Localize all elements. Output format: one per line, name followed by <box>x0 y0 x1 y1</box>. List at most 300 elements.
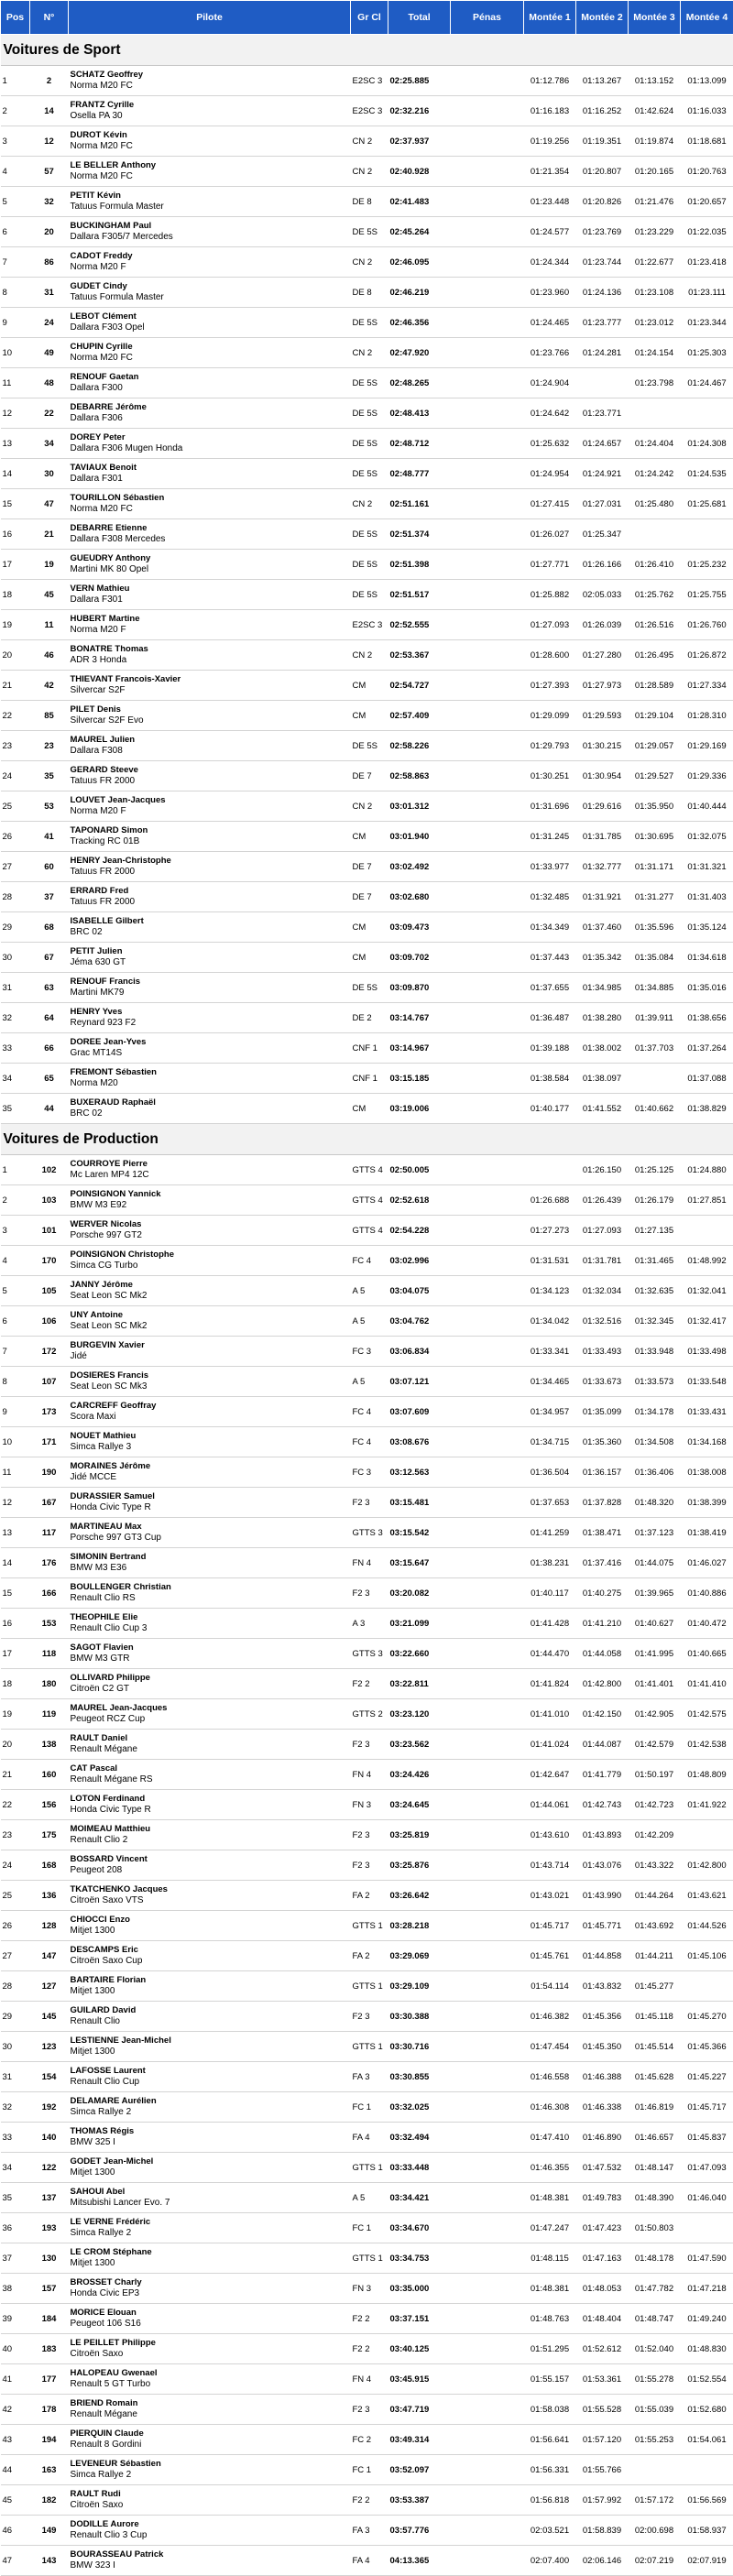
cell-total: 02:51.398 <box>388 550 451 580</box>
cell-montee-1: 01:30.251 <box>524 761 576 791</box>
cell-montee-2: 01:45.350 <box>576 2032 629 2062</box>
cell-pilote <box>69 1609 351 1639</box>
cell-total: 03:08.676 <box>388 1427 451 1457</box>
cell-pos: 25 <box>1 791 30 822</box>
table-row <box>1 2274 733 2304</box>
cell-num: 149 <box>30 2516 69 2546</box>
cell-penas <box>451 1367 524 1397</box>
cell-penas <box>451 1911 524 1941</box>
cell-total: 02:54.727 <box>388 671 451 701</box>
cell-montee-1: 01:43.610 <box>524 1820 576 1850</box>
cell-montee-2: 01:27.093 <box>576 1216 629 1246</box>
cell-pilote <box>69 1760 351 1790</box>
cell-group-class: FC 1 <box>351 2213 388 2243</box>
table-row <box>1 1306 733 1337</box>
cell-num: 175 <box>30 1820 69 1850</box>
car-model: Mc Laren MP4 12C <box>71 1170 349 1181</box>
cell-total: 02:48.265 <box>388 368 451 398</box>
cell-group-class: CN 2 <box>351 489 388 519</box>
cell-montee-1: 01:40.117 <box>524 1578 576 1609</box>
cell-montee-3: 01:23.229 <box>629 217 681 247</box>
cell-montee-3: 01:45.628 <box>629 2062 681 2092</box>
cell-montee-2: 01:43.893 <box>576 1820 629 1850</box>
cell-group-class: DE 7 <box>351 852 388 882</box>
cell-montee-3: 02:07.219 <box>629 2546 681 2576</box>
cell-pos: 3 <box>1 1216 30 1246</box>
table-row <box>1 610 733 640</box>
table-row <box>1 671 733 701</box>
table-row <box>1 2546 733 2576</box>
cell-num: 156 <box>30 1790 69 1820</box>
cell-montee-3: 01:40.627 <box>629 1609 681 1639</box>
driver-name: PIERQUIN Claude <box>71 2429 349 2440</box>
cell-montee-4: 01:42.575 <box>681 1699 733 1730</box>
cell-pilote <box>69 1185 351 1216</box>
cell-montee-3: 01:19.874 <box>629 126 681 157</box>
cell-montee-3: 01:27.135 <box>629 1216 681 1246</box>
cell-montee-4 <box>681 2213 733 2243</box>
cell-group-class: DE 2 <box>351 1003 388 1033</box>
header-total: Total <box>388 1 451 35</box>
cell-montee-4: 01:23.111 <box>681 278 733 308</box>
cell-total: 03:33.448 <box>388 2153 451 2183</box>
cell-penas <box>451 1488 524 1518</box>
cell-penas <box>451 1639 524 1669</box>
cell-total: 03:21.099 <box>388 1609 451 1639</box>
cell-montee-4: 01:47.590 <box>681 2243 733 2274</box>
table-row <box>1 2485 733 2516</box>
cell-total: 02:57.409 <box>388 701 451 731</box>
driver-name: SIMONIN Bertrand <box>71 1552 349 1563</box>
cell-pos: 20 <box>1 1730 30 1760</box>
driver-name: BRIEND Romain <box>71 2398 349 2409</box>
cell-montee-2: 01:48.404 <box>576 2304 629 2334</box>
cell-montee-3: 01:44.211 <box>629 1941 681 1971</box>
cell-group-class: FC 3 <box>351 1337 388 1367</box>
cell-montee-1: 01:51.295 <box>524 2334 576 2364</box>
cell-num: 183 <box>30 2334 69 2364</box>
cell-pilote <box>69 459 351 489</box>
cell-group-class: F2 2 <box>351 2304 388 2334</box>
cell-group-class: GTTS 4 <box>351 1216 388 1246</box>
section-title: Voitures de Sport <box>1 35 733 66</box>
driver-name: CARCREFF Geoffray <box>71 1401 349 1412</box>
driver-name: HENRY Jean-Christophe <box>71 856 349 867</box>
driver-name: BOSSARD Vincent <box>71 1854 349 1865</box>
cell-montee-1: 01:44.061 <box>524 1790 576 1820</box>
cell-pilote <box>69 2334 351 2364</box>
cell-montee-4: 01:45.227 <box>681 2062 733 2092</box>
cell-total: 03:26.642 <box>388 1881 451 1911</box>
cell-penas <box>451 2364 524 2395</box>
driver-name: PETIT Julien <box>71 946 349 957</box>
cell-pos: 24 <box>1 761 30 791</box>
cell-pilote <box>69 671 351 701</box>
cell-montee-2: 01:44.058 <box>576 1639 629 1669</box>
cell-montee-3: 01:42.723 <box>629 1790 681 1820</box>
cell-montee-3: 01:55.278 <box>629 2364 681 2395</box>
cell-montee-3: 01:37.123 <box>629 1518 681 1548</box>
cell-montee-2: 01:37.416 <box>576 1548 629 1578</box>
cell-montee-2 <box>576 368 629 398</box>
cell-group-class: FN 4 <box>351 1760 388 1790</box>
cell-pos: 6 <box>1 217 30 247</box>
cell-num: 143 <box>30 2546 69 2576</box>
table-row <box>1 822 733 852</box>
cell-montee-4: 01:38.399 <box>681 1488 733 1518</box>
cell-montee-4: 01:25.755 <box>681 580 733 610</box>
table-row <box>1 2304 733 2334</box>
driver-name: BROSSET Charly <box>71 2277 349 2288</box>
cell-penas <box>451 247 524 278</box>
car-model: Dallara F305/7 Mercedes <box>71 232 349 243</box>
cell-total: 02:53.367 <box>388 640 451 671</box>
car-model: Peugeot RCZ Cup <box>71 1714 349 1725</box>
cell-penas <box>451 308 524 338</box>
table-row <box>1 1033 733 1064</box>
cell-pilote <box>69 2364 351 2395</box>
cell-montee-1: 01:21.354 <box>524 157 576 187</box>
cell-pilote <box>69 1094 351 1124</box>
cell-pilote <box>69 2425 351 2455</box>
driver-name: GUDET Cindy <box>71 281 349 292</box>
cell-penas <box>451 2092 524 2123</box>
car-model: Jidé <box>71 1351 349 1362</box>
header-num: N° <box>30 1 69 35</box>
cell-montee-1: 01:26.027 <box>524 519 576 550</box>
header-pos: Pos <box>1 1 30 35</box>
cell-penas <box>451 1003 524 1033</box>
section-header <box>1 1124 733 1155</box>
driver-name: THEOPHILE Elie <box>71 1612 349 1623</box>
cell-pilote <box>69 2304 351 2334</box>
cell-montee-2: 01:47.163 <box>576 2243 629 2274</box>
cell-montee-4: 01:26.760 <box>681 610 733 640</box>
driver-name: BUXERAUD Raphaël <box>71 1097 349 1108</box>
cell-pilote <box>69 1850 351 1881</box>
cell-pos: 27 <box>1 1941 30 1971</box>
cell-group-class: GTTS 4 <box>351 1185 388 1216</box>
cell-num: 101 <box>30 1216 69 1246</box>
cell-total: 02:54.228 <box>388 1216 451 1246</box>
cell-montee-2: 01:34.985 <box>576 973 629 1003</box>
cell-total: 03:28.218 <box>388 1911 451 1941</box>
car-model: Martini MK79 <box>71 988 349 999</box>
section-header <box>1 35 733 66</box>
cell-group-class: CN 2 <box>351 157 388 187</box>
cell-group-class: FA 3 <box>351 2062 388 2092</box>
cell-total: 04:13.365 <box>388 2546 451 2576</box>
cell-num: 118 <box>30 1639 69 1669</box>
driver-name: THOMAS Régis <box>71 2126 349 2137</box>
cell-pos: 24 <box>1 1850 30 1881</box>
cell-penas <box>451 1246 524 1276</box>
car-model: Renault Mégane <box>71 1744 349 1755</box>
cell-penas <box>451 2425 524 2455</box>
cell-montee-4: 01:24.467 <box>681 368 733 398</box>
cell-num: 182 <box>30 2485 69 2516</box>
cell-pilote <box>69 1003 351 1033</box>
cell-group-class: CM <box>351 912 388 943</box>
cell-montee-3: 01:42.905 <box>629 1699 681 1730</box>
cell-total: 02:51.374 <box>388 519 451 550</box>
cell-montee-3: 01:37.703 <box>629 1033 681 1064</box>
cell-montee-2: 01:48.053 <box>576 2274 629 2304</box>
cell-montee-4: 01:38.419 <box>681 1518 733 1548</box>
cell-pos: 14 <box>1 459 30 489</box>
cell-group-class: F2 3 <box>351 2002 388 2032</box>
cell-penas <box>451 822 524 852</box>
cell-num: 123 <box>30 2032 69 2062</box>
cell-penas <box>451 2153 524 2183</box>
cell-num: 85 <box>30 701 69 731</box>
cell-montee-2: 01:38.471 <box>576 1518 629 1548</box>
car-model: Simca CG Turbo <box>71 1261 349 1272</box>
driver-name: GERARD Steeve <box>71 765 349 776</box>
cell-pos: 10 <box>1 338 30 368</box>
cell-montee-1: 01:27.093 <box>524 610 576 640</box>
cell-pos: 28 <box>1 1971 30 2002</box>
cell-montee-2: 01:55.766 <box>576 2455 629 2485</box>
cell-pilote <box>69 1578 351 1609</box>
cell-montee-2: 01:35.360 <box>576 1427 629 1457</box>
cell-montee-2: 01:46.388 <box>576 2062 629 2092</box>
cell-pilote <box>69 1669 351 1699</box>
driver-name: BURGEVIN Xavier <box>71 1340 349 1351</box>
car-model: Renault Mégane RS <box>71 1774 349 1785</box>
car-model: Mitjet 1300 <box>71 1926 349 1937</box>
cell-num: 173 <box>30 1397 69 1427</box>
cell-pos: 33 <box>1 1033 30 1064</box>
cell-pos: 19 <box>1 1699 30 1730</box>
cell-montee-2: 01:29.593 <box>576 701 629 731</box>
cell-total: 02:48.712 <box>388 429 451 459</box>
cell-pos: 35 <box>1 1094 30 1124</box>
driver-name: ISABELLE Gilbert <box>71 916 349 927</box>
cell-montee-3: 01:29.527 <box>629 761 681 791</box>
cell-num: 157 <box>30 2274 69 2304</box>
cell-montee-4 <box>681 398 733 429</box>
driver-name: UNY Antoine <box>71 1310 349 1321</box>
cell-montee-4: 02:07.919 <box>681 2546 733 2576</box>
cell-montee-2: 01:57.120 <box>576 2425 629 2455</box>
cell-pilote <box>69 217 351 247</box>
cell-penas <box>451 278 524 308</box>
cell-montee-3: 01:50.197 <box>629 1760 681 1790</box>
cell-montee-4: 01:48.992 <box>681 1246 733 1276</box>
cell-num: 21 <box>30 519 69 550</box>
cell-group-class: E2SC 3 <box>351 96 388 126</box>
cell-penas <box>451 943 524 973</box>
cell-pilote <box>69 96 351 126</box>
table-row <box>1 2334 733 2364</box>
cell-montee-4 <box>681 1971 733 2002</box>
car-model: Peugeot 208 <box>71 1865 349 1876</box>
cell-montee-1: 01:44.470 <box>524 1639 576 1669</box>
car-model: Martini MK 80 Opel <box>71 564 349 575</box>
cell-num: 2 <box>30 66 69 96</box>
cell-pos: 34 <box>1 1064 30 1094</box>
cell-pilote <box>69 973 351 1003</box>
cell-montee-1: 01:34.042 <box>524 1306 576 1337</box>
cell-montee-1: 01:37.653 <box>524 1488 576 1518</box>
cell-pos: 5 <box>1 187 30 217</box>
cell-total: 03:12.563 <box>388 1457 451 1488</box>
cell-total: 03:04.762 <box>388 1306 451 1337</box>
car-model: Jidé MCCE <box>71 1472 349 1483</box>
cell-montee-3: 01:31.171 <box>629 852 681 882</box>
table-row <box>1 1911 733 1941</box>
cell-montee-3: 01:34.508 <box>629 1427 681 1457</box>
cell-montee-1: 01:32.485 <box>524 882 576 912</box>
cell-montee-3: 01:25.125 <box>629 1155 681 1185</box>
cell-montee-1: 01:19.256 <box>524 126 576 157</box>
cell-penas <box>451 2546 524 2576</box>
cell-num: 192 <box>30 2092 69 2123</box>
cell-pilote <box>69 1911 351 1941</box>
cell-montee-4: 01:38.656 <box>681 1003 733 1033</box>
cell-num: 24 <box>30 308 69 338</box>
cell-montee-4: 01:35.124 <box>681 912 733 943</box>
cell-penas <box>451 1820 524 1850</box>
cell-pilote <box>69 1730 351 1760</box>
car-model: BMW 323 I <box>71 2560 349 2571</box>
cell-pos: 29 <box>1 912 30 943</box>
cell-group-class: F2 3 <box>351 1730 388 1760</box>
cell-montee-4: 01:24.308 <box>681 429 733 459</box>
driver-name: LESTIENNE Jean-Michel <box>71 2036 349 2047</box>
cell-num: 147 <box>30 1941 69 1971</box>
car-model: Simca Rallye 2 <box>71 2228 349 2239</box>
cell-total: 03:14.967 <box>388 1033 451 1064</box>
cell-group-class: A 5 <box>351 1367 388 1397</box>
cell-total: 02:40.928 <box>388 157 451 187</box>
cell-montee-1: 01:27.415 <box>524 489 576 519</box>
table-row <box>1 912 733 943</box>
cell-montee-2: 02:06.146 <box>576 2546 629 2576</box>
cell-montee-3: 01:35.084 <box>629 943 681 973</box>
cell-num: 12 <box>30 126 69 157</box>
cell-montee-3: 01:48.147 <box>629 2153 681 2183</box>
table-row <box>1 126 733 157</box>
driver-name: LOTON Ferdinand <box>71 1794 349 1805</box>
car-model: Citroën Saxo <box>71 2349 349 2360</box>
cell-montee-1: 01:23.766 <box>524 338 576 368</box>
cell-num: 127 <box>30 1971 69 2002</box>
car-model: BMW M3 E92 <box>71 1200 349 1211</box>
table-row <box>1 1246 733 1276</box>
cell-montee-4: 01:24.880 <box>681 1155 733 1185</box>
driver-name: CHIOCCI Enzo <box>71 1915 349 1926</box>
cell-montee-3: 01:26.495 <box>629 640 681 671</box>
cell-pilote <box>69 1941 351 1971</box>
cell-montee-3: 01:22.677 <box>629 247 681 278</box>
cell-total: 03:02.996 <box>388 1246 451 1276</box>
driver-name: DESCAMPS Eric <box>71 1945 349 1956</box>
cell-pos: 9 <box>1 308 30 338</box>
cell-group-class: A 3 <box>351 1609 388 1639</box>
cell-num: 34 <box>30 429 69 459</box>
cell-montee-2: 01:42.150 <box>576 1699 629 1730</box>
table-row <box>1 580 733 610</box>
cell-montee-3: 01:55.253 <box>629 2425 681 2455</box>
cell-montee-3: 01:31.277 <box>629 882 681 912</box>
cell-montee-3: 02:00.698 <box>629 2516 681 2546</box>
cell-montee-3: 01:48.390 <box>629 2183 681 2213</box>
driver-name: LAFOSSE Laurent <box>71 2066 349 2077</box>
driver-name: MORICE Elouan <box>71 2308 349 2319</box>
cell-montee-4: 01:49.240 <box>681 2304 733 2334</box>
car-model: Tatuus FR 2000 <box>71 867 349 878</box>
cell-montee-1: 01:24.465 <box>524 308 576 338</box>
cell-montee-1: 01:38.231 <box>524 1548 576 1578</box>
cell-group-class: FC 4 <box>351 1246 388 1276</box>
cell-montee-1: 01:24.642 <box>524 398 576 429</box>
cell-total: 03:30.388 <box>388 2002 451 2032</box>
cell-group-class: FN 4 <box>351 2364 388 2395</box>
driver-name: DEBARRE Jérôme <box>71 402 349 413</box>
cell-montee-2: 01:20.807 <box>576 157 629 187</box>
cell-penas <box>451 1609 524 1639</box>
cell-penas <box>451 1155 524 1185</box>
cell-penas <box>451 2123 524 2153</box>
driver-name: LEBOT Clément <box>71 311 349 322</box>
driver-name: DODILLE Aurore <box>71 2519 349 2530</box>
cell-group-class: DE 5S <box>351 308 388 338</box>
car-model: Renault Clio 3 Cup <box>71 2530 349 2541</box>
cell-montee-4: 01:45.717 <box>681 2092 733 2123</box>
cell-montee-3: 01:32.345 <box>629 1306 681 1337</box>
cell-montee-3: 01:45.118 <box>629 2002 681 2032</box>
cell-pos: 12 <box>1 398 30 429</box>
cell-total: 03:49.314 <box>388 2425 451 2455</box>
cell-montee-4: 01:37.088 <box>681 1064 733 1094</box>
cell-group-class: CNF 1 <box>351 1064 388 1094</box>
cell-montee-2: 01:38.097 <box>576 1064 629 1094</box>
cell-pilote <box>69 2183 351 2213</box>
car-model: Dallara F301 <box>71 474 349 485</box>
cell-pos: 38 <box>1 2274 30 2304</box>
cell-montee-4: 01:47.093 <box>681 2153 733 2183</box>
cell-montee-1: 01:47.454 <box>524 2032 576 2062</box>
cell-total: 03:14.767 <box>388 1003 451 1033</box>
cell-pilote <box>69 126 351 157</box>
header-montee-2: Montée 2 <box>576 1 629 35</box>
table-row <box>1 1941 733 1971</box>
driver-name: PETIT Kévin <box>71 191 349 202</box>
cell-montee-1: 01:56.818 <box>524 2485 576 2516</box>
cell-group-class: DE 5S <box>351 459 388 489</box>
cell-montee-2: 01:47.532 <box>576 2153 629 2183</box>
car-model: Dallara F301 <box>71 595 349 606</box>
cell-montee-4: 01:18.681 <box>681 126 733 157</box>
cell-penas <box>451 1397 524 1427</box>
table-row <box>1 1639 733 1669</box>
cell-pos: 8 <box>1 1367 30 1397</box>
driver-name: HALOPEAU Gwenael <box>71 2368 349 2379</box>
cell-penas <box>451 1337 524 1367</box>
cell-num: 32 <box>30 187 69 217</box>
car-model: Norma M20 F <box>71 625 349 636</box>
cell-num: 11 <box>30 610 69 640</box>
driver-name: BARTAIRE Florian <box>71 1975 349 1986</box>
car-model: Reynard 923 F2 <box>71 1018 349 1029</box>
cell-pos: 18 <box>1 1669 30 1699</box>
cell-montee-1: 01:24.904 <box>524 368 576 398</box>
cell-montee-1: 01:27.393 <box>524 671 576 701</box>
cell-group-class: F2 3 <box>351 1820 388 1850</box>
cell-montee-4: 01:33.498 <box>681 1337 733 1367</box>
